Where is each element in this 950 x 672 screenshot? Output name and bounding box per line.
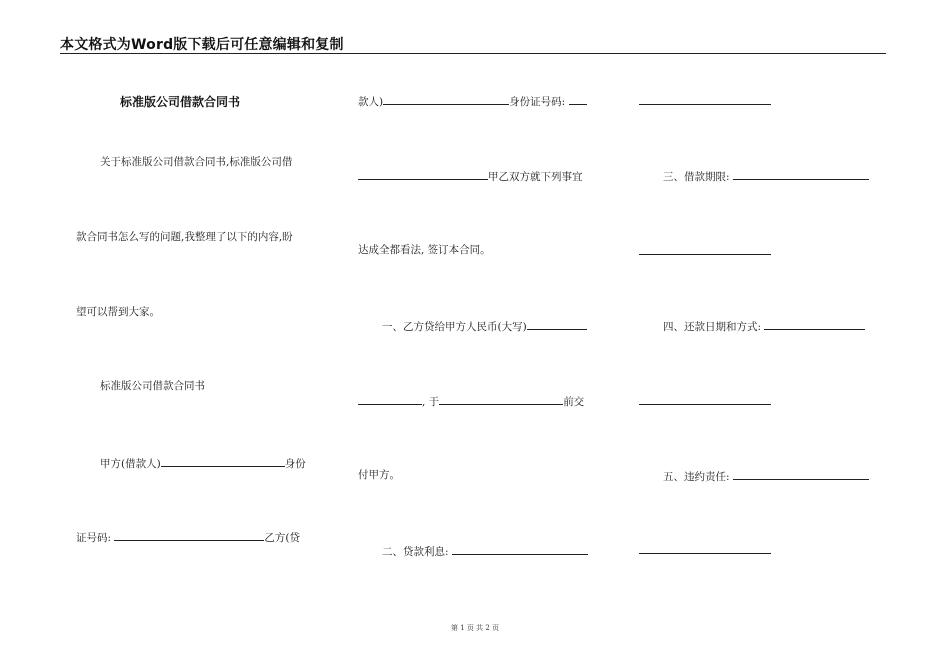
paragraph-intro-line2: 款合同书怎么写的问题,我整理了以下的内容,盼 (76, 231, 293, 243)
clause-1-label: 一、乙方贷给甲方人民币(大写) (382, 321, 527, 333)
paragraph-intro-line3: 望可以帮到大家。 (76, 306, 160, 318)
blank-line-1 (639, 104, 771, 105)
liability-blank (733, 468, 869, 480)
agreement-text: 甲乙双方就下列事宜 (488, 171, 583, 183)
contract-subtitle: 标准版公司借款合同书 (100, 380, 205, 392)
party-b-line (358, 93, 587, 109)
blank-line-2 (639, 254, 771, 255)
date-prefix: , 于 (422, 396, 440, 408)
clause-2-line (382, 543, 588, 559)
document-title: 标准版公司借款合同书 (120, 95, 241, 109)
header-divider (60, 53, 886, 54)
interest-blank (452, 543, 588, 555)
clause-5-label: 五、违约责任: (663, 471, 730, 483)
loan-term-blank (733, 168, 869, 180)
agreement-blank (358, 168, 488, 180)
party-a-line (100, 455, 306, 471)
agreement-line (358, 168, 583, 184)
id-number-label: 证号码: (76, 532, 112, 544)
blank-line-3 (639, 404, 771, 405)
party-b-label-cont: 款人) (358, 96, 384, 108)
party-b-name-blank (383, 93, 509, 105)
party-b-id-label: 身份证号码: (509, 96, 566, 108)
party-b-id-blank (569, 93, 587, 105)
party-a-id-label: 身份 (284, 458, 306, 470)
loan-amount-blank (527, 318, 587, 330)
clause-4-label: 四、还款日期和方式: (663, 321, 762, 333)
clause-1-line3: 付甲方。 (358, 469, 400, 481)
clause-2-label: 二、贷款利息: (382, 546, 449, 558)
clause-5-line (663, 468, 869, 484)
delivery-label: 前交 (563, 396, 585, 408)
repayment-blank (764, 318, 865, 330)
clause-1-line (382, 318, 587, 334)
clause-4-line (663, 318, 865, 334)
blank-line-4 (639, 553, 771, 554)
clause-3-line (663, 168, 869, 184)
page-footer: 第 1 页 共 2 页 (450, 624, 500, 632)
party-a-name-blank (161, 455, 285, 467)
clause-1-line2 (358, 393, 584, 409)
header-title: 本文格式为Word版下载后可任意编辑和复制 (60, 37, 344, 53)
paragraph-intro-line1: 关于标准版公司借款合同书,标准版公司借 (100, 156, 293, 168)
party-a-label: 甲方(借款人) (100, 458, 161, 470)
party-b-label: 乙方(贷 (264, 532, 300, 544)
party-a-id-line (76, 529, 300, 545)
clause-3-label: 三、借款期限: (663, 171, 730, 183)
loan-amount-blank-2 (358, 393, 422, 405)
party-a-id-blank (114, 529, 264, 541)
delivery-date-blank (439, 393, 563, 405)
agreement-line2: 达成全都看法, 签订本合同。 (358, 244, 491, 256)
